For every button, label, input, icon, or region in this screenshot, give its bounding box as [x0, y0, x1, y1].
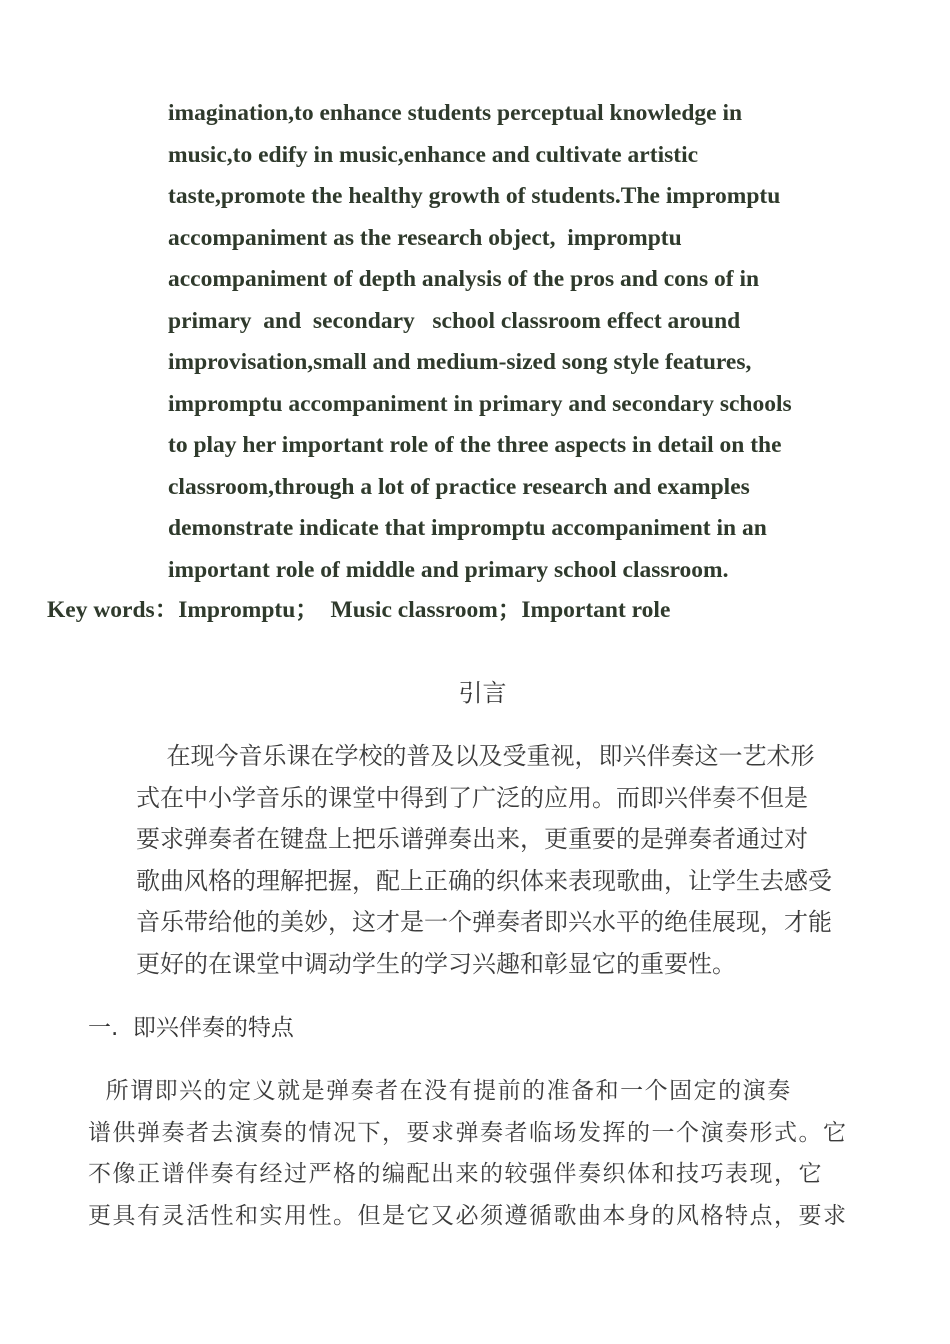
intro-line: 歌曲风格的理解把握，配上正确的织体来表现歌曲，让学生去感受 [136, 866, 832, 895]
intro-heading: 引言 [458, 679, 507, 707]
abstract-line: demonstrate indicate that impromptu accompaniment in an [168, 515, 767, 541]
intro-line: 音乐带给他的美妙，这才是一个弹奏者即兴水平的绝佳展现，才能 [136, 908, 832, 936]
section-line: 谱供弹奏者去演奏的情况下，要求弹奏者临场发挥的一个演奏形式。它 [88, 1119, 848, 1146]
intro-line: 更好的在课堂中调动学生的学习兴趣和彰显它的重要性。 [136, 949, 736, 978]
abstract-line: to play her important role of the three aspects in detail on the [168, 432, 782, 458]
section-line: 不像正谱伴奏有经过严格的编配出来的较强伴奏织体和技巧表现，它 [88, 1161, 823, 1187]
abstract-line: important role of middle and primary school classroom. [168, 556, 729, 583]
abstract-line: music,to edify in music,enhance and cultivate artistic [168, 141, 699, 168]
section-line: 更具有灵活性和实用性。但是它又必须遵循歌曲本身的风格特点，要求 [88, 1202, 848, 1229]
abstract-line: impromptu accompaniment in primary and secondary schools [168, 390, 792, 417]
abstract-line: accompaniment as the research object, impromptu [168, 224, 682, 251]
intro-line: 在现今音乐课在学校的普及以及受重视，即兴伴奏这一艺术形 [136, 742, 815, 770]
abstract-line: classroom,through a lot of practice research and examples [168, 473, 750, 500]
intro-paragraph [136, 736, 876, 985]
abstract-line: taste,promote the healthy growth of students.The impromptu [168, 183, 781, 209]
intro-line: 要求弹奏者在键盘上把乐谱弹奏出来，更重要的是弹奏者通过对 [136, 825, 808, 853]
keywords-line: Key words：Impromptu； Music classroom；Important role [47, 597, 671, 623]
english-abstract [168, 93, 868, 591]
section-line: 所谓即兴的定义就是弹奏者在没有提前的准备和一个固定的演奏 [88, 1078, 792, 1104]
section-heading: 一. 即兴伴奏的特点 [88, 1015, 294, 1041]
intro-line: 式在中小学音乐的课堂中得到了广泛的应用。而即兴伴奏不但是 [136, 783, 808, 812]
abstract-line: primary and secondary school classroom effect around [168, 307, 741, 334]
section-paragraph [88, 1071, 878, 1237]
abstract-line: improvisation,small and medium-sized song style features, [168, 349, 752, 375]
abstract-line: imagination,to enhance students perceptual knowledge in [168, 100, 743, 126]
abstract-line: accompaniment of depth analysis of the pros and cons of in [168, 266, 760, 292]
